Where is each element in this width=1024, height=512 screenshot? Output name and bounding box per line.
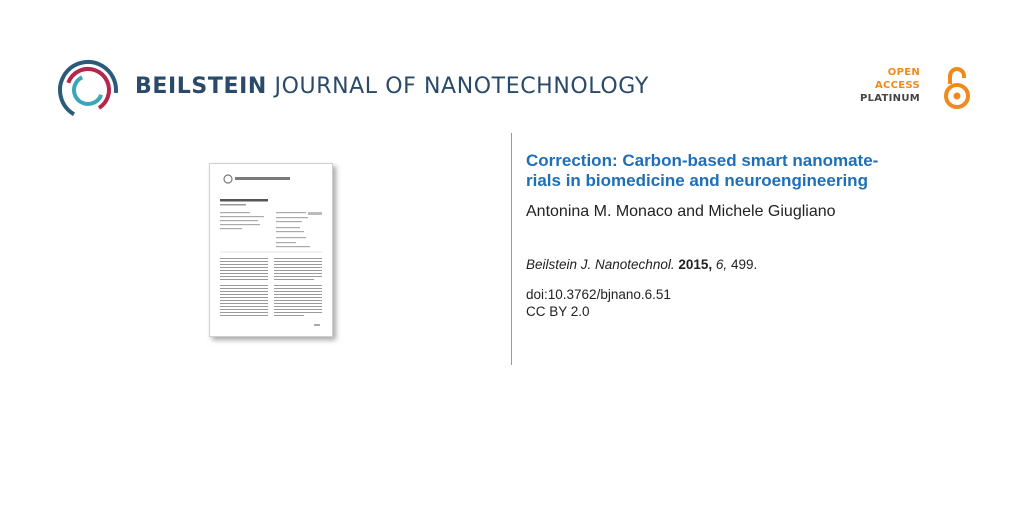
article-title[interactable] [526,151,996,191]
vertical-divider [511,133,512,365]
header [0,0,1024,120]
open-access-line1: OPEN [887,67,920,78]
open-access-line2: ACCESS [874,80,920,91]
article-citation [526,257,757,272]
journal-name-bold: BEILSTEIN [135,74,267,99]
article-license[interactable]: CC BY 2.0 [526,304,590,319]
citation-year: 2015, [678,257,713,272]
article-authors: Antonina M. Monaco and Michele Giugliano [526,203,836,220]
article-page-thumbnail[interactable] [209,163,333,337]
open-lock-icon [942,66,972,110]
open-access-line3: PLATINUM [859,93,920,104]
open-access-badge [859,66,978,112]
beilstein-rings-icon [56,58,120,122]
article-doi[interactable]: doi:10.3762/bjnano.6.51 [526,287,671,302]
citation-journal: Beilstein J. Nanotechnol. [526,257,675,272]
citation-page: 499. [730,257,758,272]
thumbnail-page-content [210,164,332,336]
journal-name[interactable] [135,74,649,99]
article-title-line2: rials in biomedicine and neuroengineering [526,171,868,190]
citation-volume: 6, [715,257,728,272]
article-title-line1: Correction: Carbon-based smart nanomate- [526,151,879,170]
journal-name-rest: JOURNAL OF NANOTECHNOLOGY [266,74,649,99]
